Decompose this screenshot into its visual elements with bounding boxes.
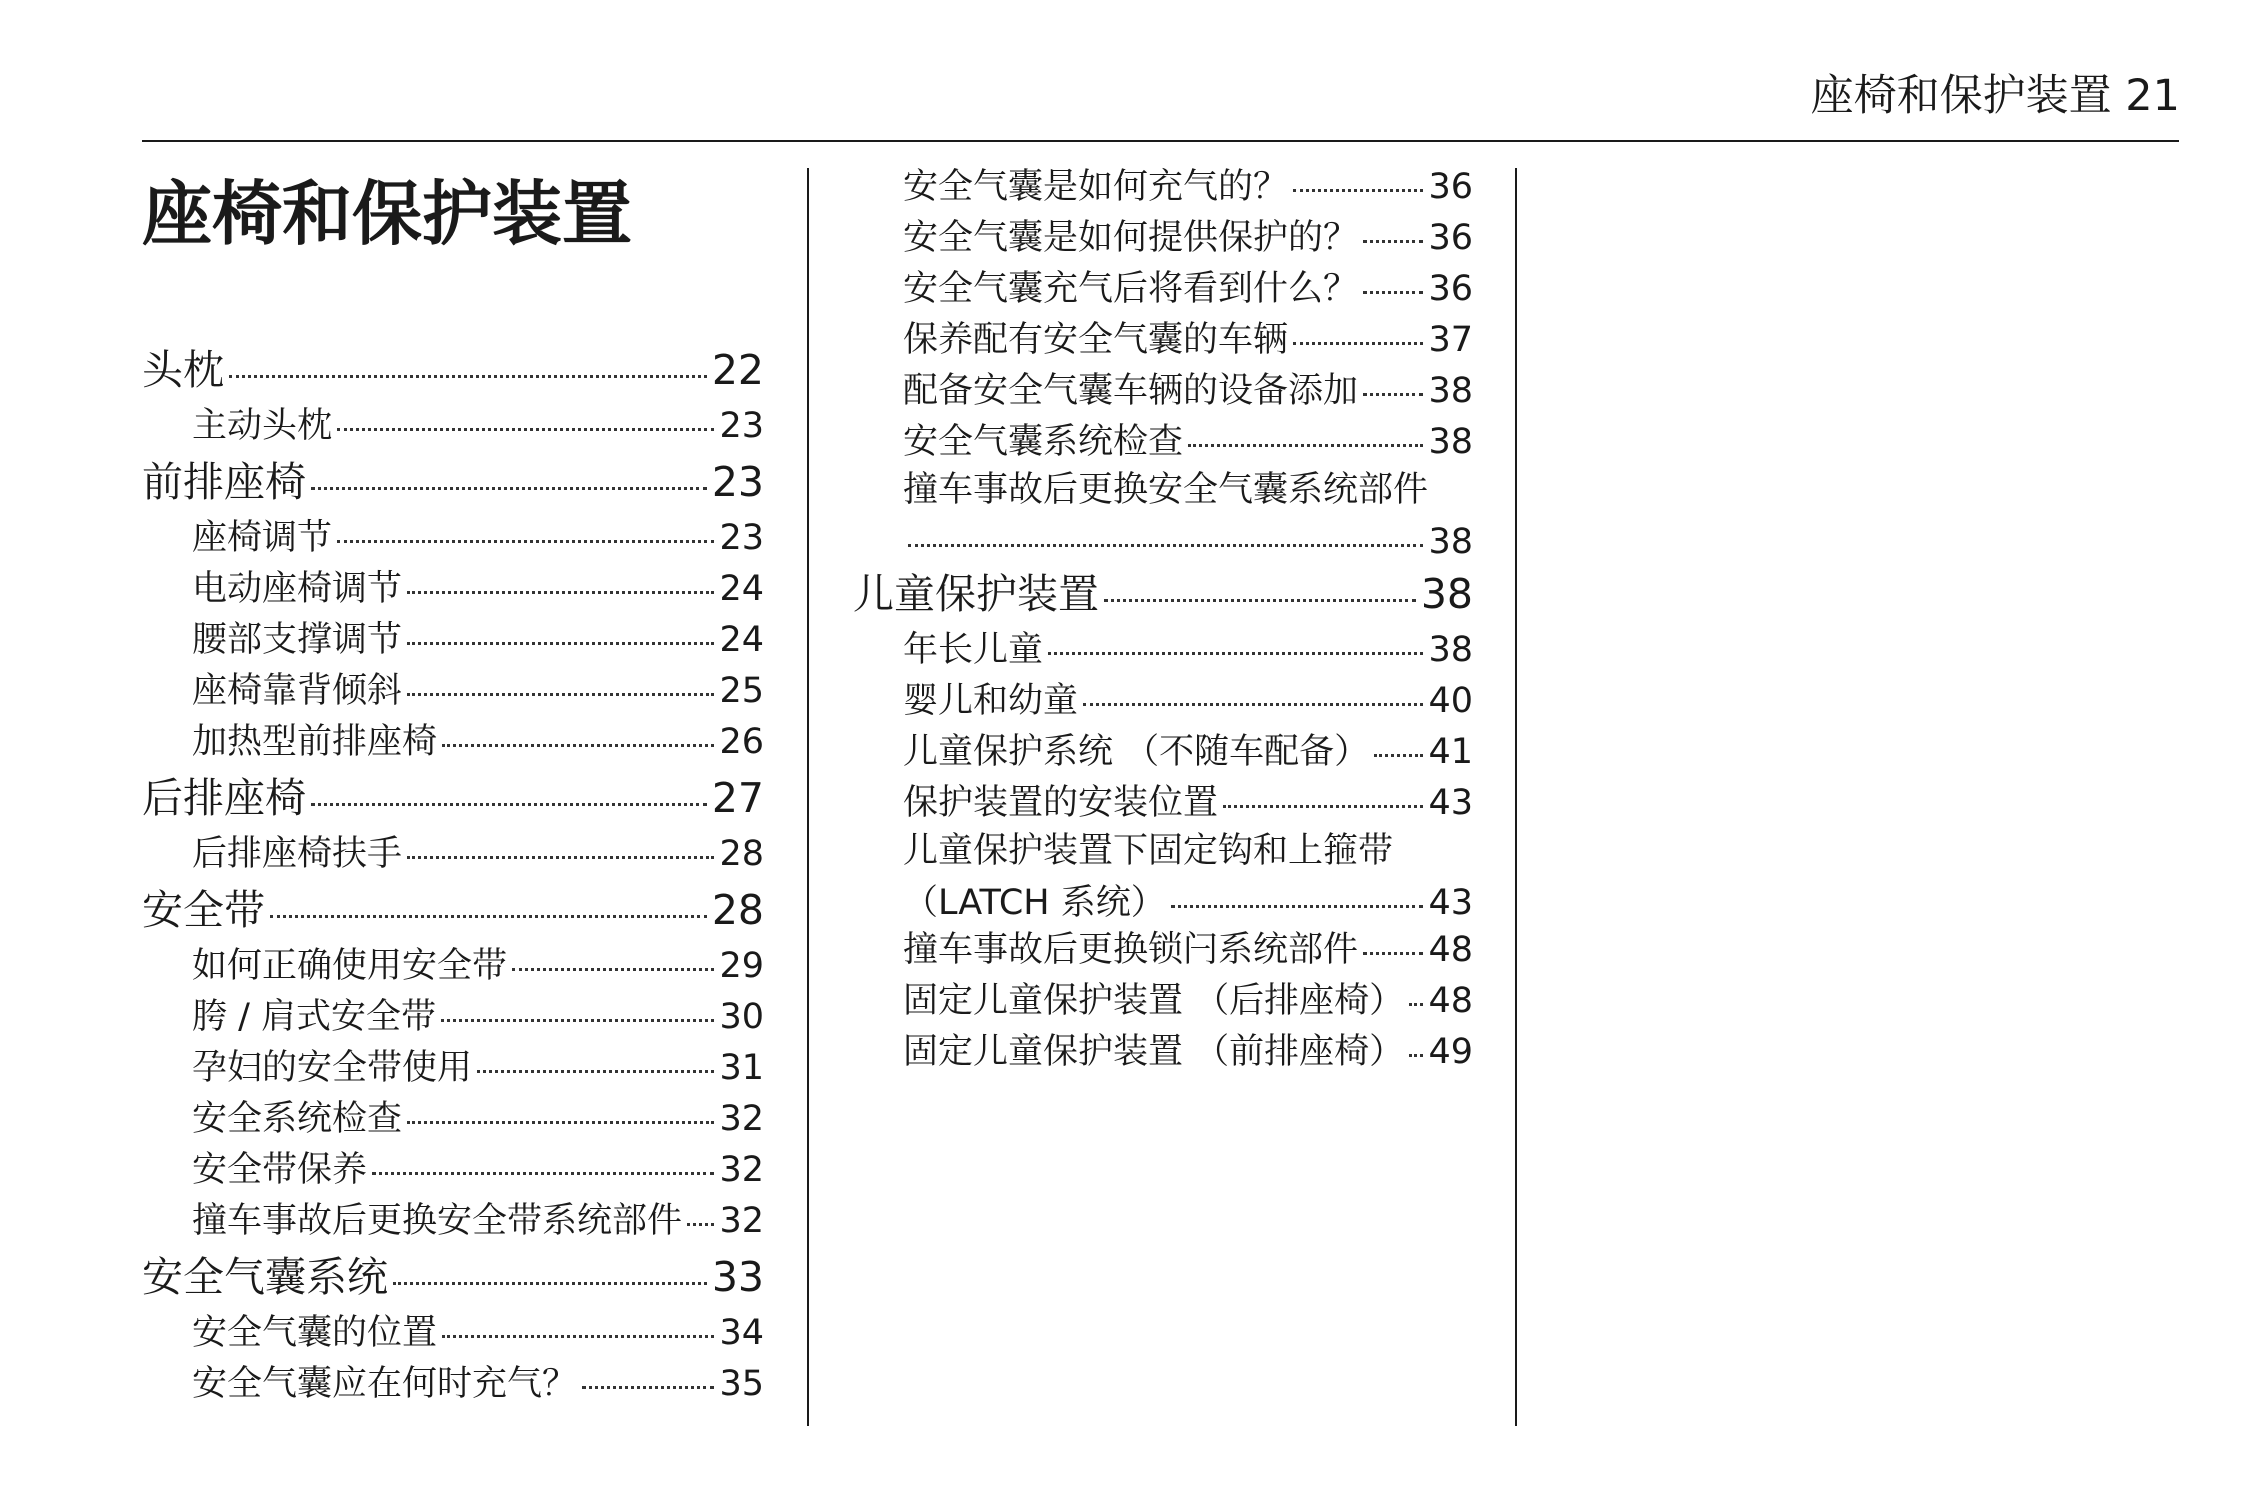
dot-leader — [442, 715, 714, 747]
dot-leader — [1171, 870, 1424, 908]
dot-leader — [1223, 776, 1423, 808]
toc-section-entry[interactable] — [142, 340, 764, 397]
dot-leader — [1083, 674, 1423, 706]
column-divider-right — [1515, 168, 1517, 1426]
toc-subsection-entry[interactable] — [142, 399, 764, 450]
toc-entry-title: 如何正确使用安全带 — [192, 946, 508, 986]
running-header — [1811, 62, 2180, 123]
toc-subsection-entry[interactable] — [142, 1306, 764, 1357]
toc-subsection-entry[interactable] — [142, 511, 764, 562]
dot-leader — [1363, 262, 1423, 294]
dot-leader — [1409, 974, 1423, 1006]
dot-leader — [1293, 160, 1423, 192]
toc-entry-title: 座椅调节 — [192, 518, 333, 558]
toc-entry-title: 安全气囊应在何时充气？ — [192, 1364, 578, 1404]
dot-leader — [270, 880, 707, 918]
toc-page-number: 32 — [719, 1150, 764, 1190]
toc-entry-title: 安全气囊的位置 — [192, 1313, 438, 1353]
toc-entry-title: 儿童保护装置下固定钩和上箍带 — [903, 831, 1394, 871]
toc-page-number: 43 — [1428, 783, 1473, 823]
toc-page-number: 48 — [1428, 930, 1473, 970]
toc-subsection-entry[interactable] — [142, 1092, 764, 1143]
toc-page-number: 40 — [1428, 681, 1473, 721]
dot-leader — [1409, 1025, 1423, 1057]
toc-entry-title: 固定儿童保护装置 （前排座椅） — [903, 1032, 1405, 1072]
toc-entry-title: 安全气囊系统检查 — [903, 422, 1184, 462]
toc-subsection-entry[interactable] — [142, 1357, 764, 1408]
dot-leader — [1048, 623, 1423, 655]
dot-leader — [311, 768, 707, 806]
toc-page-number: 32 — [719, 1099, 764, 1139]
toc-page-number: 24 — [719, 620, 764, 660]
toc-subsection-entry[interactable] — [853, 211, 1473, 262]
toc-entry-title: 儿童保护系统 （不随车配备） — [903, 732, 1370, 772]
toc-subsection-entry[interactable] — [142, 664, 764, 715]
toc-page-number: 30 — [719, 997, 764, 1037]
toc-entry-title: 座椅靠背倾斜 — [192, 671, 403, 711]
toc-page-number: 49 — [1428, 1032, 1473, 1072]
toc-subsection-entry[interactable] — [142, 613, 764, 664]
dot-leader — [229, 340, 707, 378]
running-header-title: 座椅和保护装置 — [1810, 71, 2112, 121]
toc-subsection-entry[interactable] — [853, 674, 1473, 725]
toc-section-entry[interactable] — [142, 880, 764, 937]
toc-entry-title-continuation: （LATCH 系统） — [903, 883, 1166, 923]
toc-subsection-entry[interactable] — [853, 364, 1473, 415]
dot-leader — [908, 509, 1423, 547]
toc-page-number: 33 — [711, 1253, 764, 1301]
toc-page-number: 29 — [719, 946, 764, 986]
toc-entry-title: 头枕 — [142, 346, 224, 394]
toc-subsection-entry[interactable] — [142, 827, 764, 878]
toc-page-number: 27 — [711, 774, 764, 822]
column-divider-left — [807, 168, 809, 1426]
toc-page-number: 32 — [719, 1201, 764, 1241]
toc-entry-title: 撞车事故后更换安全气囊系统部件 — [903, 470, 1429, 510]
toc-subsection-entry[interactable] — [853, 313, 1473, 364]
toc-entry-title: 后排座椅扶手 — [192, 834, 403, 874]
toc-entry-title: 腰部支撑调节 — [192, 620, 403, 660]
toc-column-left — [142, 338, 764, 1408]
page-number: 21 — [2125, 71, 2180, 121]
toc-subsection-entry[interactable] — [853, 1025, 1473, 1076]
toc-section-entry[interactable] — [142, 1247, 764, 1304]
dot-leader — [1363, 364, 1423, 396]
toc-entry-title: 安全带保养 — [192, 1150, 368, 1190]
toc-page-number: 36 — [1428, 218, 1473, 258]
toc-subsection-entry[interactable] — [142, 715, 764, 766]
toc-subsection-entry[interactable] — [142, 1194, 764, 1245]
header-rule — [142, 140, 2179, 142]
toc-entry-continuation-line — [903, 876, 1473, 923]
toc-entry-continuation-line — [903, 515, 1473, 562]
toc-page-number: 38 — [1428, 371, 1473, 411]
toc-entry-title: 孕妇的安全带使用 — [192, 1048, 473, 1088]
toc-entry-title: 安全气囊充气后将看到什么？ — [903, 269, 1359, 309]
toc-subsection-entry[interactable] — [853, 725, 1473, 776]
toc-page-number: 34 — [719, 1313, 764, 1353]
toc-section-entry[interactable] — [142, 768, 764, 825]
dot-leader — [687, 1194, 714, 1226]
dot-leader — [407, 664, 714, 696]
toc-entry-title: 安全气囊系统 — [142, 1253, 388, 1301]
toc-page-number: 26 — [719, 722, 764, 762]
dot-leader — [407, 1092, 714, 1124]
dot-leader — [393, 1247, 707, 1285]
toc-entry-title: 保养配有安全气囊的车辆 — [903, 320, 1289, 360]
dot-leader — [407, 613, 714, 645]
dot-leader — [407, 827, 714, 859]
toc-entry-title: 撞车事故后更换锁闩系统部件 — [903, 930, 1359, 970]
toc-page-number: 41 — [1428, 732, 1473, 772]
toc-column-right — [853, 160, 1473, 1076]
dot-leader — [337, 511, 714, 543]
toc-subsection-entry[interactable] — [853, 160, 1473, 211]
toc-page-number: 22 — [711, 346, 764, 394]
toc-subsection-entry[interactable] — [853, 923, 1473, 974]
toc-subsection-entry[interactable] — [142, 990, 764, 1041]
dot-leader — [477, 1041, 714, 1073]
toc-page-number: 38 — [1428, 630, 1473, 670]
toc-entry-title: 婴儿和幼童 — [903, 681, 1079, 721]
toc-entry-title: 安全气囊是如何提供保护的？ — [903, 218, 1359, 258]
toc-subsection-entry[interactable] — [142, 562, 764, 613]
toc-page-number: 35 — [719, 1364, 764, 1404]
toc-section-entry[interactable] — [853, 564, 1473, 621]
toc-entry-title: 配备安全气囊车辆的设备添加 — [903, 371, 1359, 411]
dot-leader — [441, 990, 714, 1022]
dot-leader — [1363, 211, 1423, 243]
toc-entry-title: 安全气囊是如何充气的？ — [903, 167, 1289, 207]
toc-page-number: 25 — [719, 671, 764, 711]
toc-entry-title: 安全带 — [142, 886, 265, 934]
toc-entry-title: 儿童保护装置 — [853, 570, 1099, 618]
dot-leader — [372, 1143, 714, 1175]
toc-entry-title: 后排座椅 — [142, 774, 306, 822]
dot-leader — [442, 1306, 714, 1338]
toc-page-number: 37 — [1428, 320, 1473, 360]
toc-subsection-entry[interactable] — [853, 974, 1473, 1025]
toc-entry-title: 加热型前排座椅 — [192, 722, 438, 762]
toc-section-entry[interactable] — [142, 452, 764, 509]
toc-page-number: 36 — [1428, 167, 1473, 207]
dot-leader — [512, 939, 714, 971]
toc-subsection-entry[interactable] — [853, 415, 1473, 466]
dot-leader — [1374, 725, 1423, 757]
toc-page-number: 38 — [1428, 422, 1473, 462]
toc-page-number: 36 — [1428, 269, 1473, 309]
toc-subsection-entry[interactable] — [142, 1041, 764, 1092]
toc-entry-title: 前排座椅 — [142, 458, 306, 506]
dot-leader — [407, 562, 714, 594]
toc-subsection-entry[interactable] — [853, 827, 1473, 923]
toc-subsection-entry[interactable] — [853, 466, 1473, 562]
toc-page-number: 28 — [711, 886, 764, 934]
toc-page-number: 23 — [711, 458, 764, 506]
dot-leader — [1188, 415, 1423, 447]
toc-subsection-entry[interactable] — [853, 623, 1473, 674]
chapter-title: 座椅和保护装置 — [142, 173, 632, 255]
dot-leader — [1363, 923, 1423, 955]
toc-entry-title: 主动头枕 — [192, 406, 333, 446]
toc-entry-title: 保护装置的安装位置 — [903, 783, 1219, 823]
toc-page-number: 24 — [719, 569, 764, 609]
dot-leader — [337, 399, 714, 431]
dot-leader — [1104, 564, 1416, 602]
toc-subsection-entry[interactable] — [853, 262, 1473, 313]
toc-subsection-entry[interactable] — [853, 776, 1473, 827]
toc-entry-title: 安全系统检查 — [192, 1099, 403, 1139]
toc-page-number: 23 — [719, 406, 764, 446]
toc-page-number: 38 — [1420, 570, 1473, 618]
toc-entry-title: 胯 / 肩式安全带 — [192, 997, 437, 1037]
toc-subsection-entry[interactable] — [142, 1143, 764, 1194]
toc-page-number: 31 — [719, 1048, 764, 1088]
toc-page-number: 23 — [719, 518, 764, 558]
toc-page-number: 28 — [719, 834, 764, 874]
toc-page-number: 43 — [1428, 883, 1473, 923]
toc-page-number: 48 — [1428, 981, 1473, 1021]
dot-leader — [311, 452, 707, 490]
dot-leader — [582, 1357, 714, 1389]
toc-subsection-entry[interactable] — [142, 939, 764, 990]
toc-entry-title: 电动座椅调节 — [192, 569, 403, 609]
toc-entry-title: 撞车事故后更换安全带系统部件 — [192, 1201, 683, 1241]
toc-page-number: 38 — [1428, 522, 1473, 562]
dot-leader — [1293, 313, 1423, 345]
toc-entry-title: 年长儿童 — [903, 630, 1044, 670]
toc-entry-title: 固定儿童保护装置 （后排座椅） — [903, 981, 1405, 1021]
